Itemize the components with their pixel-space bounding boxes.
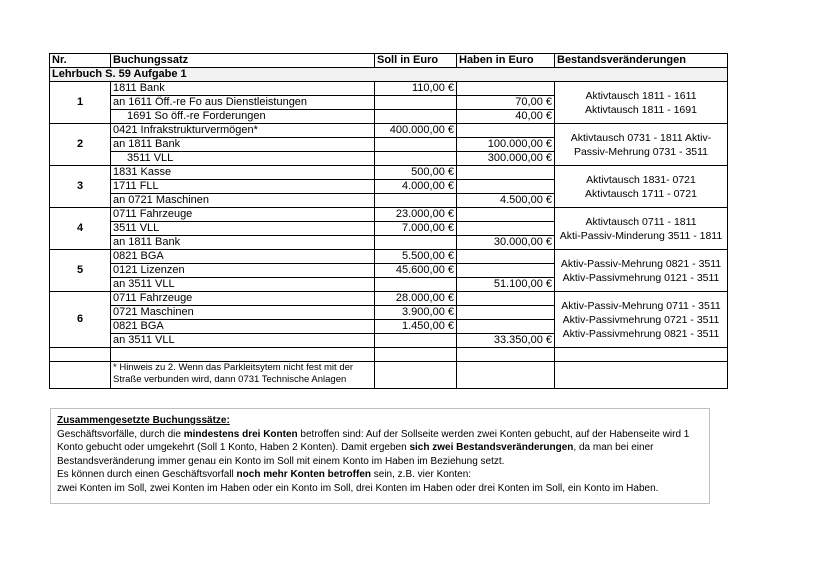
soll-amount: 3.900,00 € [375, 306, 457, 320]
comment-line: Aktiv-Passiv-Mehrung 0711 - 3511 [561, 299, 721, 312]
info-line-5: zwei Konten im Soll, zwei Konten im Haben oder ein Konto im Soll, drei Konten im Haben oder drei Konten im Soll, ein Konto im Haben. [57, 482, 659, 494]
soll-amount [375, 96, 457, 110]
booking-text: 1811 Bank [111, 82, 375, 96]
haben-amount [457, 82, 555, 96]
haben-amount [457, 320, 555, 334]
bestand-comment [555, 292, 728, 348]
info-text: sein, z.B. vier Konten: [371, 469, 472, 481]
table-row [50, 250, 728, 264]
info-text: Es können durch einen Geschäftsvorfall [57, 469, 237, 481]
haben-amount [457, 208, 555, 222]
comment-line: Aktivtausch 1711 - 0721 [585, 187, 697, 200]
empty-cell [457, 362, 555, 389]
header-row [50, 54, 728, 68]
soll-amount [375, 334, 457, 348]
haben-amount: 33.350,00 € [457, 334, 555, 348]
info-text: betroffen sind: Auf der Sollseite werden zwei Konten gebucht, auf der Habenseite wird 1 [297, 428, 690, 440]
booking-text: 0711 Fahrzeuge [111, 292, 375, 306]
haben-amount: 30.000,00 € [457, 236, 555, 250]
soll-amount: 1.450,00 € [375, 320, 457, 334]
haben-amount: 40,00 € [457, 110, 555, 124]
booking-text: 0821 BGA [111, 320, 375, 334]
comment-line: Aktiv-Passivmehrung 0821 - 3511 [562, 327, 720, 340]
booking-text: 3511 VLL [111, 152, 375, 166]
haben-amount: 4.500,00 € [457, 194, 555, 208]
empty-cell [555, 362, 728, 389]
haben-amount [457, 124, 555, 138]
haben-amount: 300.000,00 € [457, 152, 555, 166]
group-number: 2 [50, 124, 111, 166]
bestand-comment [555, 250, 728, 292]
comment-line: Aktiv-Passiv-Mehrung 0821 - 3511 [560, 257, 722, 270]
empty-cell [457, 348, 555, 362]
info-heading: Zusammengesetzte Buchungssätze: [57, 415, 230, 426]
bestand-comment [555, 166, 728, 208]
booking-text: an 1811 Bank [111, 138, 375, 152]
empty-cell [50, 362, 111, 389]
comment-line: Aktivtausch 0731 - 1811 Aktiv- [570, 131, 712, 144]
haben-amount [457, 264, 555, 278]
booking-text: an 0721 Maschinen [111, 194, 375, 208]
empty-cell [375, 348, 457, 362]
comment-line: Aktivtausch 1831- 0721 [586, 173, 696, 186]
soll-amount [375, 194, 457, 208]
haben-amount [457, 166, 555, 180]
comment-line: Aktiv-Passivmehrung 0121 - 3511 [562, 271, 720, 284]
info-bold: noch mehr Konten betroffen [236, 469, 371, 481]
info-text: Konto gebucht oder umgekehrt (Soll 1 Konto, Haben 2 Konten). Damit ergeben [57, 442, 410, 454]
header-soll: Soll in Euro [375, 54, 457, 68]
header-haben: Haben in Euro [457, 54, 555, 68]
haben-amount: 51.100,00 € [457, 278, 555, 292]
header-buchungssatz: Buchungssatz [111, 54, 375, 68]
haben-amount [457, 292, 555, 306]
haben-amount [457, 250, 555, 264]
comment-line: Passiv-Mehrung 0731 - 3511 [573, 145, 709, 158]
booking-text: 0721 Maschinen [111, 306, 375, 320]
empty-cell [375, 362, 457, 389]
header-bestand: Bestandsveränderungen [555, 54, 728, 68]
booking-text: 0121 Lizenzen [111, 264, 375, 278]
bestand-comment [555, 124, 728, 166]
soll-amount: 7.000,00 € [375, 222, 457, 236]
soll-amount [375, 110, 457, 124]
info-line-2 [57, 441, 703, 455]
info-line-1 [57, 428, 703, 442]
group-number: 4 [50, 208, 111, 250]
soll-amount: 500,00 € [375, 166, 457, 180]
empty-cell [50, 348, 111, 362]
group-number: 5 [50, 250, 111, 292]
booking-text: 0711 Fahrzeuge [111, 208, 375, 222]
info-bold: sich zwei Bestandsveränderungen [409, 442, 574, 454]
soll-amount: 23.000,00 € [375, 208, 457, 222]
haben-amount [457, 222, 555, 236]
booking-text: 3511 VLL [111, 222, 375, 236]
comment-line: Aktivtausch 0711 - 1811 [585, 215, 697, 228]
comment-line: Aktivtausch 1811 - 1611 [585, 89, 697, 102]
booking-text: 1831 Kasse [111, 166, 375, 180]
comment-line: Aktivtausch 1811 - 1691 [585, 103, 697, 116]
soll-amount: 45.600,00 € [375, 264, 457, 278]
note-row [50, 362, 728, 389]
booking-text: 1711 FLL [111, 180, 375, 194]
table-row [50, 292, 728, 306]
booking-text: 0821 BGA [111, 250, 375, 264]
section-title: Lehrbuch S. 59 Aufgabe 1 [50, 68, 728, 82]
bestand-comment [555, 208, 728, 250]
bestand-comment [555, 82, 728, 124]
haben-amount [457, 180, 555, 194]
soll-amount: 400.000,00 € [375, 124, 457, 138]
info-text: Geschäftsvorfälle, durch die [57, 428, 184, 440]
info-box [50, 408, 710, 504]
section-row [50, 68, 728, 82]
soll-amount [375, 138, 457, 152]
comment-line: Aktiv-Passivmehrung 0721 - 3511 [562, 313, 720, 326]
soll-amount [375, 278, 457, 292]
haben-amount: 70,00 € [457, 96, 555, 110]
table-row [50, 124, 728, 138]
soll-amount: 4.000,00 € [375, 180, 457, 194]
soll-amount: 110,00 € [375, 82, 457, 96]
booking-text: 1691 So öff.-re Forderungen [111, 110, 375, 124]
booking-table [49, 53, 728, 389]
haben-amount [457, 306, 555, 320]
booking-text: an 1811 Bank [111, 236, 375, 250]
haben-amount: 100.000,00 € [457, 138, 555, 152]
info-line-3: Bestandsveränderung immer genau ein Konto im Soll mit einem Konto im Haben im Beziehung setzt. [57, 455, 505, 467]
booking-text: an 3511 VLL [111, 334, 375, 348]
group-number: 6 [50, 292, 111, 348]
footnote: * Hinweis zu 2. Wenn das Parkleitsytem nicht fest mit der Straße verbunden wird, dann 0731 Technische Anlagen [111, 362, 375, 389]
booking-text: an 3511 VLL [111, 278, 375, 292]
soll-amount: 5.500,00 € [375, 250, 457, 264]
info-text: , da man bei einer [573, 442, 654, 454]
empty-cell [555, 348, 728, 362]
booking-text: an 1611 Öff.-re Fo aus Dienstleistungen [111, 96, 375, 110]
empty-row [50, 348, 728, 362]
table-row [50, 208, 728, 222]
soll-amount: 28.000,00 € [375, 292, 457, 306]
group-number: 1 [50, 82, 111, 124]
soll-amount [375, 152, 457, 166]
info-bold: mindestens drei Konten [183, 428, 298, 440]
table-body [50, 68, 728, 389]
soll-amount [375, 236, 457, 250]
table-row [50, 82, 728, 96]
table-row [50, 166, 728, 180]
info-line-4 [57, 468, 703, 482]
empty-cell [111, 348, 375, 362]
comment-line: Akti-Passiv-Minderung 3511 - 1811 [559, 229, 723, 242]
group-number: 3 [50, 166, 111, 208]
booking-text: 0421 Infrakstrukturvermögen* [111, 124, 375, 138]
header-nr: Nr. [50, 54, 111, 68]
